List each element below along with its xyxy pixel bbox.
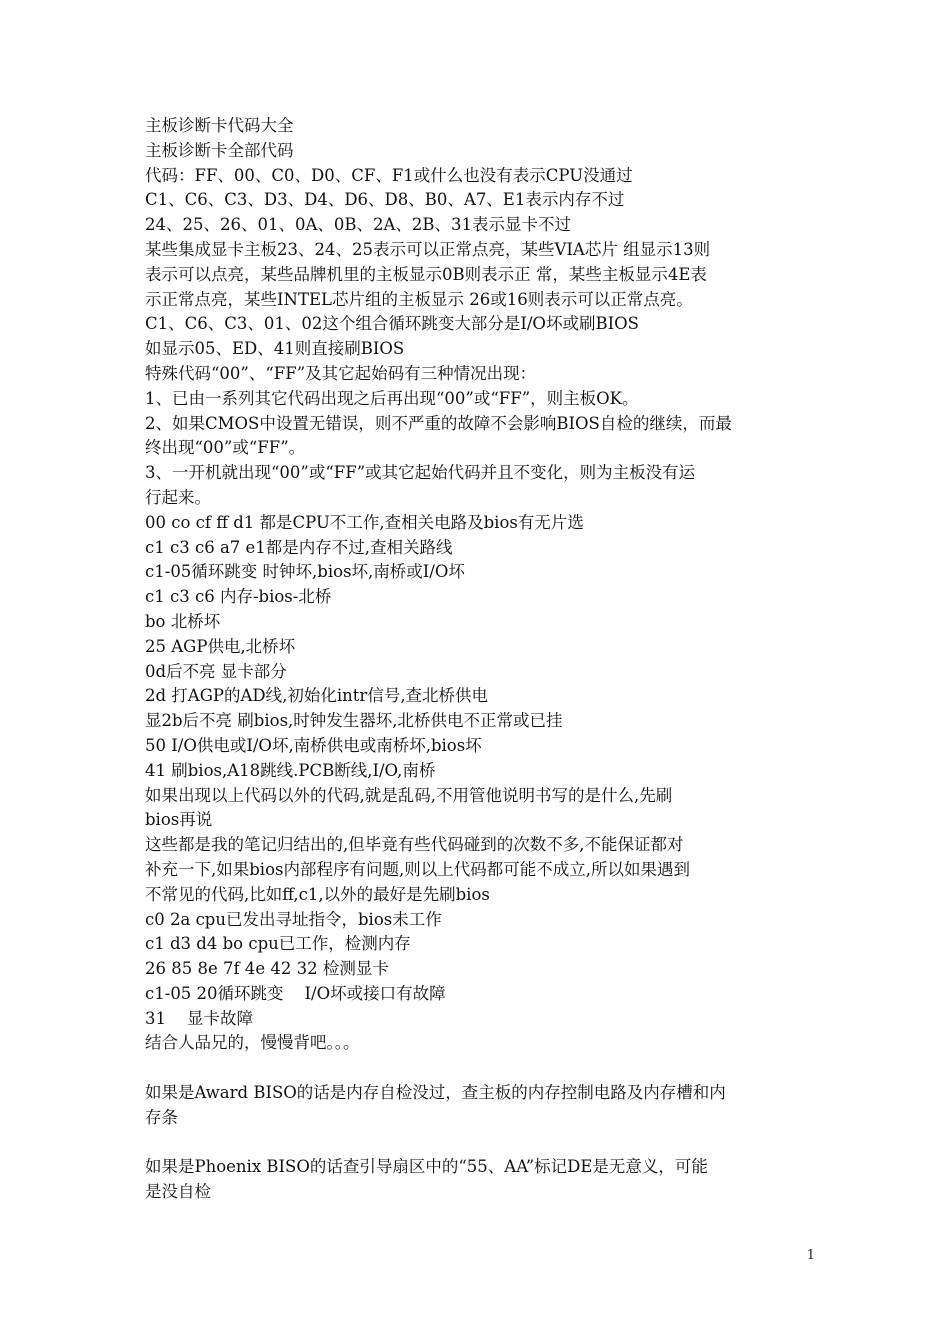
text-line: c1 d3 d4 bo cpu已工作，检测内存: [145, 934, 411, 954]
document-body: [145, 114, 813, 1205]
text-line: C1、C6、C3、D3、D4、D6、D8、B0、A7、E1表示内存不过: [145, 190, 625, 210]
text-line: 补充一下,如果bios内部程序有问题,则以上代码都可能不成立,所以如果遇到: [145, 859, 690, 879]
text-line: 50 I/O供电或I/O坏,南桥供电或南桥坏,bios坏: [145, 735, 482, 755]
blank-line: [145, 1131, 813, 1156]
text-line: 31 显卡故障: [145, 1008, 253, 1028]
text-line: 表示可以点亮，某些品牌机里的主板显示0B则表示正 常，某些主板显示4E表: [145, 264, 707, 284]
text-line: 主板诊断卡代码大全: [145, 116, 294, 135]
text-line: c1-05 20循环跳变 I/O坏或接口有故障: [145, 983, 446, 1003]
text-line: bios再说: [145, 810, 213, 830]
text-line: 00 co cf ff d1 都是CPU不工作,查相关电路及bios有无片选: [145, 512, 584, 532]
text-line: 这些都是我的笔记归结出的,但毕竟有些代码碰到的次数不多,不能保证都对: [145, 835, 684, 855]
text-line: 代码：FF、00、C0、D0、CF、F1或什么也没有表示CPU没通过: [145, 165, 633, 185]
text-line: bo 北桥坏: [145, 611, 221, 631]
text-line: 如果出现以上代码以外的代码,就是乱码,不用管他说明书写的是什么,先刷: [145, 785, 673, 805]
text-line: 存条: [145, 1107, 178, 1127]
text-line: c1 c3 c6 a7 e1都是内存不过,查相关路线: [145, 537, 453, 557]
text-line: 2、如果CMOS中设置无错误，则不严重的故障不会影响BIOS自检的继续，而最: [145, 413, 732, 433]
text-line: 显2b后不亮 刷bios,时钟发生器坏,北桥供电不正常或已挂: [145, 711, 563, 731]
text-line: 结合人品兄的，慢慢背吧。。。: [145, 1033, 360, 1053]
text-line: 如果是Phoenix BISO的话查引导扇区中的“55、AA”标记DE是无意义，可能: [145, 1157, 708, 1177]
text-line: c0 2a cpu已发出寻址指令，bios未工作: [145, 909, 442, 929]
text-line: 示正常点亮，某些INTEL芯片组的主板显示 26或16则表示可以正常点亮。: [145, 289, 693, 309]
text-line: c1-05循环跳变 时钟坏,bios坏,南桥或I/O坏: [145, 562, 465, 582]
text-line: 1、已由一系列其它代码出现之后再出现“00”或“FF”，则主板OK。: [145, 388, 639, 408]
text-line: 26 85 8e 7f 4e 42 32 检测显卡: [145, 959, 389, 979]
text-line: 行起来。: [145, 487, 211, 507]
text-line: 不常见的代码,比如ff,c1,以外的最好是先刷bios: [145, 884, 490, 904]
text-line: C1、C6、C3、01、02这个组合循环跳变大部分是I/O坏或刷BIOS: [145, 314, 639, 334]
text-line: 如显示05、ED、41则直接刷BIOS: [145, 339, 405, 359]
text-line: c1 c3 c6 内存-bios-北桥: [145, 587, 332, 607]
blank-line: [145, 1056, 813, 1081]
text-line: 3、一开机就出现“00”或“FF”或其它起始代码并且不变化，则为主板没有运: [145, 463, 696, 483]
text-line: 41 刷bios,A18跳线.PCB断线,I/O,南桥: [145, 760, 436, 780]
text-line: 0d后不亮 显卡部分: [145, 661, 287, 681]
text-line: 主板诊断卡全部代码: [145, 140, 294, 160]
text-line: 某些集成显卡主板23、24、25表示可以正常点亮，某些VIA芯片 组显示13则: [145, 239, 711, 259]
text-line: 如果是Award BISO的话是内存自检没过，查主板的内存控制电路及内存槽和内: [145, 1083, 726, 1103]
page-number: 1: [806, 1248, 815, 1263]
text-line: 24、25、26、01、0A、0B、2A、2B、31表示显卡不过: [145, 215, 572, 235]
text-line: 是没自检: [145, 1182, 211, 1202]
text-line: 终出现“00”或“FF”。: [145, 438, 306, 458]
text-line: 2d 打AGP的AD线,初始化intr信号,查北桥供电: [145, 686, 489, 706]
text-line: 特殊代码“00”、“FF”及其它起始码有三种情况出现：: [145, 363, 537, 383]
text-line: 25 AGP供电,北桥坏: [145, 636, 296, 656]
